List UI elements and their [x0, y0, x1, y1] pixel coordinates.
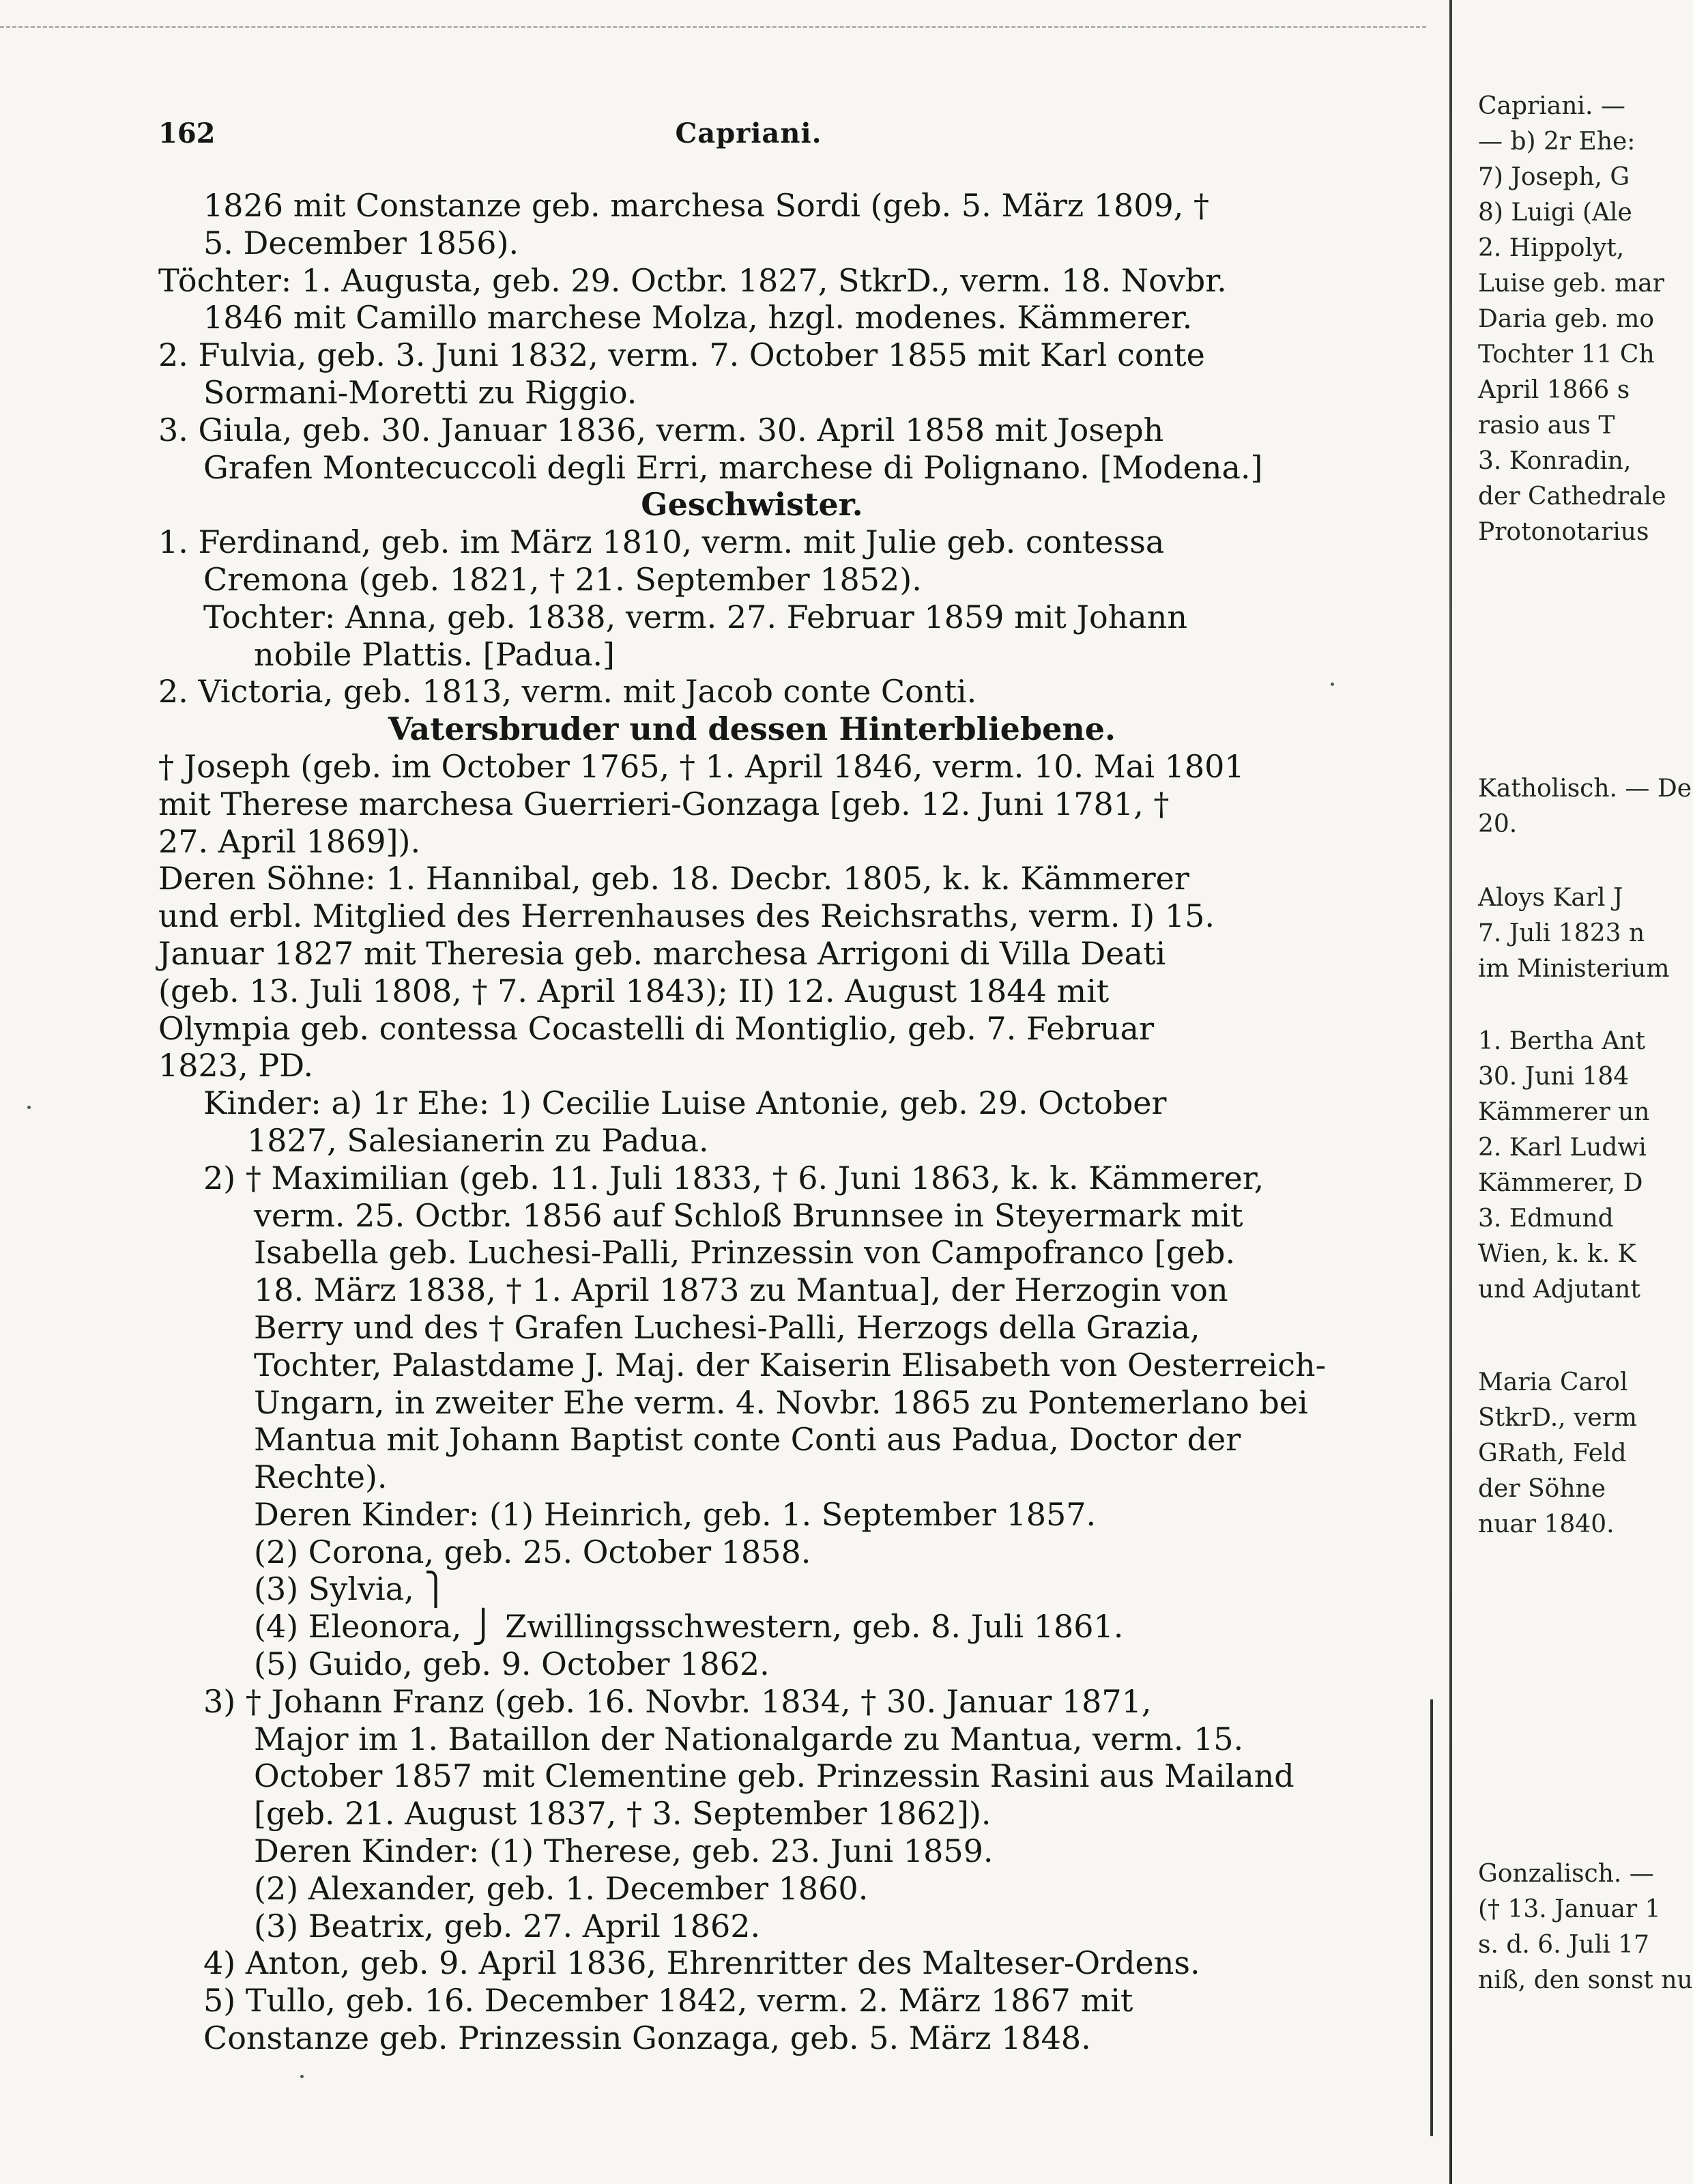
text-line: Isabella geb. Luchesi-Palli, Prinzessin von Campofranco [geb.: [254, 1234, 1236, 1271]
text-line: Olympia geb. contessa Cocastelli di Montiglio, geb. 7. Februar: [158, 1009, 1154, 1047]
text-line: (geb. 13. Juli 1808, † 7. April 1843); II) 12. August 1844 mit: [158, 972, 1110, 1009]
adjacent-text-line: 3. Edmund: [1478, 1205, 1614, 1233]
adjacent-text-line: der Cathedrale: [1478, 483, 1666, 511]
text-line: Cremona (geb. 1821, † 21. September 1852).: [203, 560, 922, 598]
adjacent-text-block: [1478, 1024, 1649, 1308]
text-line: mit Therese marchesa Guerrieri-Gonzaga [geb. 12. Juni 1781, †: [158, 785, 1170, 822]
text-line: 2. Victoria, geb. 1813, verm. mit Jacob conte Conti.: [158, 673, 977, 710]
adjacent-text-line: Tochter 11 Ch: [1478, 341, 1655, 369]
text-line: 3) † Johann Franz (geb. 16. Novbr. 1834, † 30. Januar 1871,: [203, 1682, 1152, 1720]
text-line: † Joseph (geb. im October 1765, † 1. April 1846, verm. 10. Mai 1801: [158, 747, 1245, 785]
text-line: (4) Eleonora, ⎭ Zwillingsschwestern, geb. 8. Juli 1861.: [254, 1608, 1124, 1646]
text-line: Deren Söhne: 1. Hannibal, geb. 18. Decbr. 1805, k. k. Kämmerer: [158, 860, 1189, 897]
text-line: nobile Plattis. [Padua.]: [254, 635, 615, 673]
text-line: und erbl. Mitglied des Herrenhauses des Reichsraths, verm. I) 15.: [158, 897, 1215, 935]
text-line: verm. 25. Octbr. 1856 auf Schloß Brunnsee in Steyermark mit: [254, 1196, 1243, 1234]
adjacent-text-line: rasio aus T: [1478, 412, 1615, 440]
adjacent-text-line: — b) 2r Ehe:: [1478, 128, 1636, 156]
page-number: 162: [158, 117, 216, 149]
page-header: [151, 117, 1346, 158]
adjacent-text-line: 20.: [1478, 810, 1518, 838]
text-line: Ungarn, in zweiter Ehe verm. 4. Novbr. 1865 zu Pontemerlano bei: [254, 1383, 1308, 1421]
scan-speck: [300, 2075, 304, 2078]
adjacent-text-line: StkrD., verm: [1478, 1404, 1638, 1432]
adjacent-text-line: und Adjutant: [1478, 1276, 1640, 1304]
adjacent-text-line: Aloys Karl J: [1478, 884, 1623, 912]
text-line: (2) Alexander, geb. 1. December 1860.: [254, 1869, 869, 1907]
adjacent-text-line: 3. Konradin,: [1478, 447, 1632, 475]
text-line: Berry und des † Grafen Luchesi-Palli, Herzogs della Grazia,: [254, 1308, 1200, 1346]
text-line: Rechte).: [254, 1459, 388, 1496]
text-line: 5. December 1856).: [203, 224, 519, 261]
adjacent-text-line: 8) Luigi (Ale: [1478, 199, 1632, 227]
adjacent-text-line: 7) Joseph, G: [1478, 163, 1630, 191]
adjacent-text-line: Katholisch. — De: [1478, 775, 1692, 803]
adjacent-text-line: der Söhne: [1478, 1475, 1606, 1503]
running-head: Capriani.: [675, 117, 822, 149]
adjacent-text-block: [1478, 89, 1666, 550]
adjacent-text-line: († 13. Januar 1: [1478, 1895, 1661, 1923]
text-line: Januar 1827 mit Theresia geb. marchesa Arrigoni di Villa Deati: [158, 934, 1166, 972]
text-line: 2) † Maximilian (geb. 11. Juli 1833, † 6. Juni 1863, k. k. Kämmerer,: [203, 1159, 1264, 1196]
adjacent-text-line: Wien, k. k. K: [1478, 1240, 1636, 1268]
text-line: 1823, PD.: [158, 1047, 314, 1084]
adjacent-text-line: 7. Juli 1823 n: [1478, 919, 1645, 947]
adjacent-text-line: niß, den sonst nu: [1478, 1966, 1693, 1994]
text-line: 4) Anton, geb. 9. April 1836, Ehrenritter des Malteser-Ordens.: [203, 1944, 1200, 1982]
text-line: [geb. 21. August 1837, † 3. September 1862]).: [254, 1795, 992, 1833]
text-line: Mantua mit Johann Baptist conte Conti aus Padua, Doctor der: [254, 1421, 1241, 1459]
margin-bar: [1430, 1699, 1433, 2136]
text-line: October 1857 mit Clementine geb. Prinzessin Rasini aus Mailand: [254, 1757, 1294, 1795]
text-line: 1. Ferdinand, geb. im März 1810, verm. mit Julie geb. contessa: [158, 523, 1165, 561]
adjacent-text-block: [1478, 771, 1692, 842]
text-line: Deren Kinder: (1) Therese, geb. 23. Juni 1859.: [254, 1833, 994, 1870]
adjacent-text-line: Gonzalisch. —: [1478, 1860, 1654, 1888]
text-line: Constanze geb. Prinzessin Gonzaga, geb. 5. März 1848.: [203, 2020, 1091, 2057]
text-line: Kinder: a) 1r Ehe: 1) Cecilie Luise Antonie, geb. 29. October: [203, 1084, 1167, 1122]
text-line: 1827, Salesianerin zu Padua.: [247, 1121, 709, 1159]
section-heading: Vatersbruder und dessen Hinterbliebene.: [388, 710, 1116, 748]
text-line: (5) Guido, geb. 9. October 1862.: [254, 1646, 770, 1683]
text-line: 3. Giula, geb. 30. Januar 1836, verm. 30. April 1858 mit Joseph: [158, 411, 1164, 448]
text-line: Grafen Montecuccoli degli Erri, marchese di Polignano. [Modena.]: [203, 448, 1263, 486]
adjacent-text-line: April 1866 s: [1478, 376, 1630, 404]
text-line: 1846 mit Camillo marchese Molza, hzgl. modenes. Kämmerer.: [203, 299, 1193, 336]
scan-speck: [27, 1106, 31, 1109]
adjacent-text-line: nuar 1840.: [1478, 1510, 1615, 1538]
book-gutter: [1449, 0, 1452, 2184]
text-line: (3) Beatrix, geb. 27. April 1862.: [254, 1907, 761, 1944]
adjacent-text-line: GRath, Feld: [1478, 1439, 1627, 1467]
adjacent-text-block: [1478, 1856, 1693, 1998]
text-line: Sormani-Moretti zu Riggio.: [203, 373, 637, 411]
adjacent-text-line: Kämmerer un: [1478, 1098, 1650, 1126]
text-line: (2) Corona, geb. 25. October 1858.: [254, 1533, 811, 1570]
adjacent-text-line: Daria geb. mo: [1478, 305, 1655, 333]
adjacent-text-block: [1478, 880, 1669, 987]
adjacent-page-fragment: [1460, 0, 1693, 2184]
text-line: 1826 mit Constanze geb. marchesa Sordi (geb. 5. März 1809, †: [203, 187, 1209, 224]
genealogy-text: [158, 187, 1346, 2057]
scan-edge-rule: [0, 26, 1426, 28]
text-line: 18. März 1838, † 1. April 1873 zu Mantua], der Herzogin von: [254, 1271, 1228, 1309]
section-heading: Geschwister.: [641, 486, 863, 523]
text-line: (3) Sylvia, ⎫: [254, 1570, 448, 1608]
adjacent-text-line: 30. Juni 184: [1478, 1063, 1630, 1091]
adjacent-text-line: Maria Carol: [1478, 1368, 1628, 1396]
adjacent-text-line: s. d. 6. Juli 17: [1478, 1931, 1649, 1959]
text-line: Major im 1. Bataillon der Nationalgarde zu Mantua, verm. 15.: [254, 1720, 1244, 1757]
adjacent-text-line: Luise geb. mar: [1478, 270, 1664, 298]
adjacent-text-line: 1. Bertha Ant: [1478, 1027, 1645, 1055]
adjacent-text-line: 2. Hippolyt,: [1478, 234, 1625, 262]
adjacent-text-line: 2. Karl Ludwi: [1478, 1134, 1647, 1162]
adjacent-text-line: Protonotarius: [1478, 518, 1649, 546]
adjacent-text-block: [1478, 1365, 1637, 1542]
adjacent-text-line: Kämmerer, D: [1478, 1169, 1643, 1197]
text-line: 5) Tullo, geb. 16. December 1842, verm. 2. März 1867 mit: [203, 1982, 1133, 2020]
text-line: Tochter: Anna, geb. 1838, verm. 27. Februar 1859 mit Johann: [203, 598, 1187, 635]
scan-speck: [1331, 682, 1334, 686]
text-line: 2. Fulvia, geb. 3. Juni 1832, verm. 7. October 1855 mit Karl conte: [158, 336, 1205, 374]
text-line: Töchter: 1. Augusta, geb. 29. Octbr. 1827, StkrD., verm. 18. Novbr.: [158, 261, 1227, 299]
text-line: 27. April 1869]).: [158, 822, 421, 860]
adjacent-text-line: Capriani. —: [1478, 92, 1625, 120]
text-line: Tochter, Palastdame J. Maj. der Kaiserin Elisabeth von Oesterreich-: [254, 1346, 1327, 1383]
text-line: Deren Kinder: (1) Heinrich, geb. 1. September 1857.: [254, 1495, 1097, 1533]
adjacent-text-line: im Ministerium: [1478, 955, 1670, 983]
